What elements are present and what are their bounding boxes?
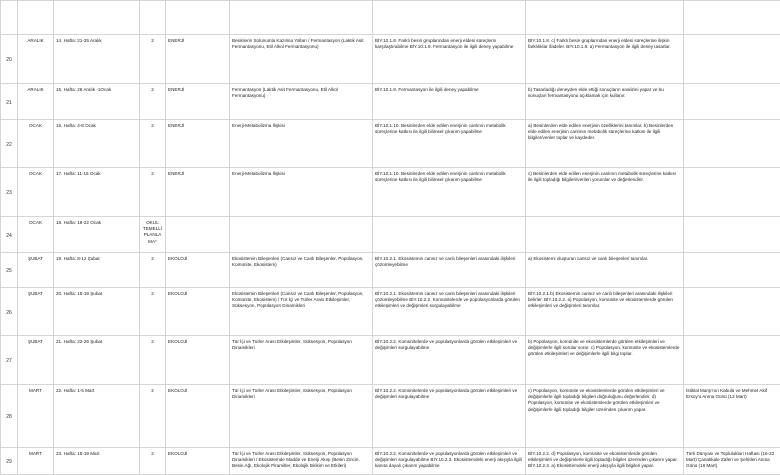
subject-cell: Tür İçi ve Türler Arası Etkileşimler, Süksesyon, Popülasyon Dinamikleri (230, 385, 373, 448)
notes-cell (684, 120, 780, 168)
explanation-cell: b) Popülasyon, komünite ve ekosistemlerde görülen etkileşimleri ve değişimlerle ilgili sorular sorar. c) Popülasyon, komünite ve ekosistemlerde görülen etkileşimleri ve değişimlerle ilgili bilgi toplar. (526, 336, 684, 385)
explanation-cell: c) Besinlerden elde edilen enerjinin canlının metabolik süreçlerine katkısı ile ilgili topladığı bilgileri/verileri yorumlar ve değerlendirir. (526, 168, 684, 217)
month-cell: ARALIK (18, 84, 54, 120)
row-number: 24 (1, 217, 18, 253)
month-cell: ŞUBAT (18, 288, 54, 336)
notes-cell: İstiklal Marşı'nın Kabulü ve Mehmet Akif Ersoy'u Anma Günü (12 Mart) (684, 385, 780, 448)
outcome-cell: BİY.10.2.2. Komünitelerde ve popülasyonlarda görülen etkileşimleri ve değişimleri sorgulayabilme (373, 385, 526, 448)
unit-cell: EKOLOJİ (166, 448, 230, 475)
outcome-cell (373, 217, 526, 253)
outcome-cell: BİY.10.2.1. Ekosistemin cansız ve canlı bileşenleri arasındaki ilişkileri çözümleyebilme BİY.10.2.2. Komünitelerde ve popülasyonlarda görülen etkileşimleri ve değişimleri sorgulayabilme (373, 288, 526, 336)
month-cell: ŞUBAT (18, 253, 54, 288)
explanation-cell: b) Tasarladığı deneyden elde ettiği sonuçların analizini yapar ve bu sonuçları fermantasyonu açıklamak için kullanır. (526, 84, 684, 120)
hours-cell: 2 (140, 35, 166, 84)
outcome-cell: BİY.10.2.2. Komünitelerde ve popülasyonlarda görülen etkileşimleri ve değişimleri sorgulayabilme BİY.10.2.3. Ekosistemdeki enerji akışıyla ilgili kanıta dayalı çıkarım yapabilme (373, 448, 526, 475)
unit-cell: ENERJİ (166, 168, 230, 217)
outcome-cell: BİY.10.1.8. Farklı besin gruplarından enerji eldesi süreçlerin karşılaştırabilme BİY.10.1.9. Fermantasyon ile ilgili deney yapabilme (373, 35, 526, 84)
notes-cell (684, 217, 780, 253)
hours-cell: 2 (140, 253, 166, 288)
hours-cell: 2 (140, 385, 166, 448)
notes-cell (684, 253, 780, 288)
explanation-cell: c) Popülasyon, komünite ve ekosistemlerde görülen etkileşimleri ve değişimlerle ilgili topladığı bilgileri doğruluğunu değerlendirir. d) Popülasyon, komünite ve ekosistemlerde görülen etkileşimleri ve değişimlerle ilgili topladığı bilgiler üzerinden çıkarım yapar. (526, 385, 684, 448)
unit-cell: ENERJİ (166, 35, 230, 84)
explanation-cell: BİY.10.2.1.b) Ekosistemin cansız ve canlı bileşenleri arasındaki ilişkileri belirler. BİY.10.2.2. a) Popülasyon, komünite ve ekosistemlerde görülen etkileşimleri ve değişimleri tanımlar. (526, 288, 684, 336)
notes-cell (684, 84, 780, 120)
outcome-cell: BİY.10.1.10. Besinlerden elde edilen enerjinin canlının metabolik süreçlerine katkısı ile ilgili bilimsel çıkarım yapabilme (373, 168, 526, 217)
subject-cell: Tür İçi ve Türler Arası Etkileşimler, Süksesyon, Popülasyon Dinamikleri (230, 336, 373, 385)
table-row (1, 448, 780, 475)
week-cell: 22. Hafta: 1-5 Mart (54, 385, 140, 448)
row-number: 25 (1, 253, 18, 288)
unit-cell: EKOLOJİ (166, 253, 230, 288)
month-cell: OCAK (18, 168, 54, 217)
table-row (1, 217, 780, 253)
row-number: 23 (1, 168, 18, 217)
row-number: 26 (1, 288, 18, 336)
table-row (1, 336, 780, 385)
subject-cell: Enerji-Metabolizma İlişkisi (230, 120, 373, 168)
row-number: 29 (1, 448, 18, 475)
row-number: 28 (1, 385, 18, 448)
table-row (1, 385, 780, 448)
outcome-cell: BİY.10.2.2. Komünitelerde ve popülasyonlarda görülen etkileşimleri ve değişimleri sorgulayabilme (373, 336, 526, 385)
notes-cell (684, 288, 780, 336)
unit-cell: EKOLOJİ (166, 385, 230, 448)
notes-cell (684, 168, 780, 217)
unit-cell: EKOLOJİ (166, 336, 230, 385)
explanation-cell (526, 217, 684, 253)
explanation-cell: a) Besinlerden elde edilen enerjinin özelliklerini tanımlar. b) Besinlerden elde edilen enerjinin canlının metabolik süreçlerine katkısı ile ilgili bilgiler/veriler toplar ve kaydeder. (526, 120, 684, 168)
notes-cell (684, 35, 780, 84)
subject-cell (230, 217, 373, 253)
week-cell: 19. Hafta: 8-12 Şubat (54, 253, 140, 288)
notes-cell (684, 336, 780, 385)
week-cell: 16. Hafta: 4-8 Ocak (54, 120, 140, 168)
table-row (1, 253, 780, 288)
unit-cell: ENERJİ (166, 84, 230, 120)
week-cell: 21. Hafta: 22-26 Şubat (54, 336, 140, 385)
week-cell: 14. Hafta: 21-25 Aralık (54, 35, 140, 84)
unit-cell: EKOLOJİ (166, 288, 230, 336)
outcome-cell: BİY.10.1.10. Besinlerden elde edilen enerjinin canlının metabolik süreçlerine katkısı ile ilgili bilimsel çıkarım yapabilme (373, 120, 526, 168)
week-cell: 18. Hafta: 18-22 Ocak (54, 217, 140, 253)
hours-cell: 2 (140, 84, 166, 120)
explanation-cell: BİY.10.1.8. c) Farklı besin gruplarından enerji eldesi süreçlerine ilişkin farklılıklar ifadeler. BİY.10.1.9. a) Fermantasyon ile ilgili deney tasarlar. (526, 35, 684, 84)
table-row (1, 35, 780, 84)
unit-cell: ENERJİ (166, 120, 230, 168)
week-cell: 15. Hafta: 28 Aralık -1Ocak (54, 84, 140, 120)
row-number: 21 (1, 84, 18, 120)
table-row (1, 84, 780, 120)
row-number: 22 (1, 120, 18, 168)
table-row (1, 288, 780, 336)
month-cell: ŞUBAT (18, 336, 54, 385)
month-cell: MART (18, 448, 54, 475)
hours-cell: 2 (140, 336, 166, 385)
hours-cell: 2 (140, 448, 166, 475)
subject-cell: Ekosistemin Bileşenleri (Cansız ve Canlı Bileşenler, Popülasyon, Komünite, Ekosistem) (230, 253, 373, 288)
row-number: 27 (1, 336, 18, 385)
outcome-cell: BİY.10.2.1. Ekosistemin cansız ve canlı bileşenleri arasındaki ilişkileri çözümleyebilme (373, 253, 526, 288)
subject-cell: Fermantasyon (Laktik Asit Fermantasyonu, Etil Alkol Fermantasyonu) (230, 84, 373, 120)
table-row-partial (1, 1, 780, 35)
subject-cell: Besinlerin Solunumla Kazılma Yolları / Fermantasyon (Laktik Asit Fermantasyonu, Etil Alkol Fermantasyonu) (230, 35, 373, 84)
table-row (1, 120, 780, 168)
unit-cell (166, 217, 230, 253)
subject-cell: Ekosistemin Bileşenleri (Cansız ve Canlı Bileşenler, Popülasyon, Komünite, Ekosistem) / Tür İçi ve Türler Arası Etkileşimler, Süksesyon, Popülasyon Dinamikleri (230, 288, 373, 336)
outcome-cell: BİY.10.1.9. Fermantasyon ile ilgili deney yapabilme (373, 84, 526, 120)
week-cell: 17. Hafta: 11-15 Ocak (54, 168, 140, 217)
explanation-cell: BİY.10.2.2. d) Popülasyon, komünite ve ekosistemlerde görülen etkileşimleri ve değişimlerle ilgili topladığı bilgiler üzerinden çıkarım yapar. BİY.10.2.3. a) Ekosistemdeki enerji akışıyla ilgili bilgileri yapar. (526, 448, 684, 475)
hours-cell: 2 (140, 288, 166, 336)
month-cell: MART (18, 385, 54, 448)
week-cell: 20. Hafta: 15-19 Şubat (54, 288, 140, 336)
subject-cell: Tür İçi ve Türler Arası Etkileşimler, Süksesyon, Popülasyon Dinamikleri / Ekosistemde Madde ve Enerji Akışı (Besin Zinciri, Besin Ağı, Ekolojik Piramitler, Ekolojik Birikim ve Etkileri) (230, 448, 373, 475)
subject-cell: Enerji-Metabolizma İlişkisi (230, 168, 373, 217)
month-cell: ARALIK (18, 35, 54, 84)
hours-cell: 2 (140, 168, 166, 217)
school-planning-cell: OKUL TEMELLİ PLANLAMA* (140, 217, 166, 253)
month-cell: OCAK (18, 217, 54, 253)
hours-cell: 2 (140, 120, 166, 168)
week-cell: 23. Hafta: 15-19 Mart (54, 448, 140, 475)
notes-cell: Türk Dünyası ve Toplulukları Haftası (16-22 Mart) Çanakkale Zaferi ve Şehitleri Anma Günü (18 Mart) (684, 448, 780, 475)
explanation-cell: a) Ekosistemi oluşturan cansız ve canlı bileşenleri tanımlar. (526, 253, 684, 288)
table-row (1, 168, 780, 217)
month-cell: OCAK (18, 120, 54, 168)
row-number: 20 (1, 35, 18, 84)
